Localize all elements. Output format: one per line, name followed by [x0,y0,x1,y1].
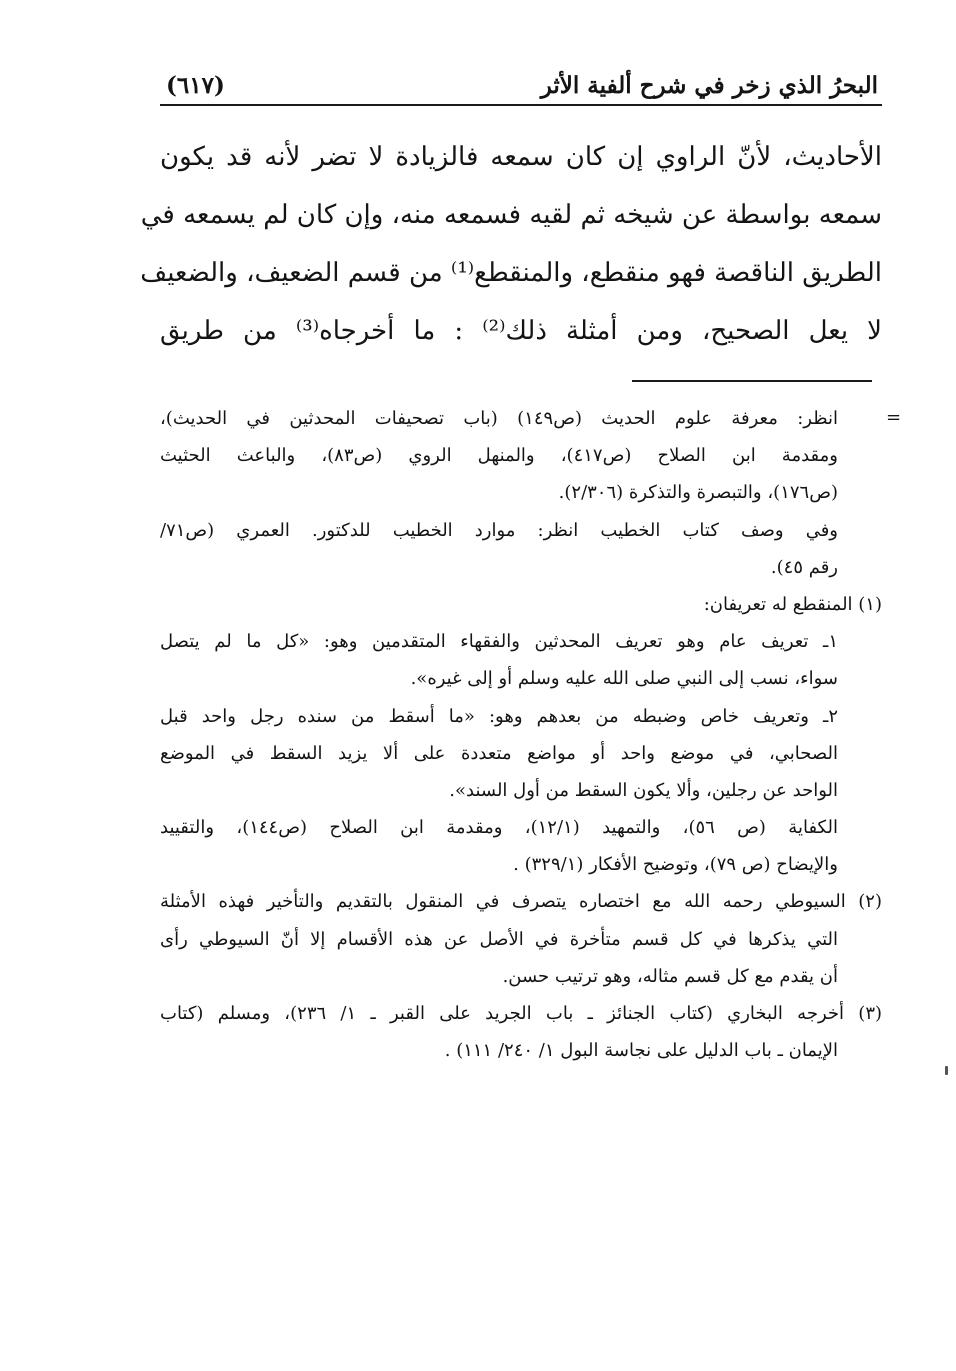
footnote-continuation-mark: = [886,407,902,428]
footnote-line: انظر: معرفة علوم الحديث (ص١٤٩) (باب تصحيفات المحدثين في الحديث)، [160,408,838,429]
main-text [140,128,883,360]
scan-speck [945,1066,948,1075]
footnote-separator [632,380,872,382]
footnote-line: سواء، نسب إلى النبي صلى الله عليه وسلم أو إلى غيره». [410,668,838,690]
body-line: الأحاديث، لأنّ الراوي إن كان سمعه فالزيادة لا تضر لأنه قد يكون [160,142,882,172]
footnote-line: ومقدمة ابن الصلاح (ص٤١٧)، والمنهل الروي (ص٨٣)، والباعث الحثيث [160,445,838,467]
footnote-line: الكفاية (ص ٥٦)، والتمهيد (١٢/١)، ومقدمة ابن الصلاح (ص١٤٤)، والتقييد [160,817,838,839]
footnote-line: التي يذكرها في كل قسم متأخرة في الأصل عن هذه الأقسام إلا أنّ السيوطي رأى [160,928,838,950]
footnote-line: (٢) السيوطي رحمه الله مع اختصاره يتصرف في المنقول بالتقديم والتأخير فهذه الأمثلة [160,891,882,913]
footnote-line: الواحد عن رجلين، وألا يكون السقط من أول السند». [449,779,838,801]
footnote-line: (٣) أخرجه البخاري (كتاب الجنائز ـ باب الجريد على القبر ـ ١/ ٢٣٦)، ومسلم (كتاب [160,1003,883,1024]
footnote-line: ٢ـ وتعريف خاص وضبطه من بعدهم وهو: «ما أسقط من سنده رجل واحد قبل [160,705,838,727]
page-number: (٦١٧) [166,72,225,99]
footnotes [160,400,882,1069]
footnote-line: رقم ٤٥). [770,556,838,578]
body-line: سمعه بواسطة عن شيخه ثم لقيه فسمعه منه، وإن كان لم يسمعه في [140,200,882,230]
footnote-line: الإيمان ـ باب الدليل على نجاسة البول ١/ ٢٤٠/ ١١١) . [444,1040,838,1062]
header-rule [160,104,882,106]
footnote-line: والإيضاح (ص ٧٩)، وتوضيح الأفكار (٣٢٩/١) . [513,854,838,876]
footnote-line: (ص١٧٦)، والتبصرة والتذكرة (٢/٣٠٦). [558,482,838,504]
footnote-line: (١) المنقطع له تعريفان: [703,593,882,615]
footnote-line: ١ـ تعريف عام وهو تعريف المحدثين والفقهاء المتقدمين وهو: «كل ما لم يتصل [160,631,838,653]
footnote-line: الصحابي، في موضع واحد أو مواضع متعددة على ألا يزيد السقط في الموضع [160,742,838,764]
footnote-line: وفي وصف كتاب الخطيب انظر: موارد الخطيب للدكتور. العمري (ص٧١/ [160,519,838,541]
running-title: البحرُ الذي زخر في شرح ألفية الأثر [540,72,878,99]
body-line: لا يعل الصحيح، ومن أمثلة ذلك⁽²⁾ : ما أخرجاه⁽³⁾ من طريق [160,316,883,346]
body-line: الطريق الناقصة فهو منقطع، والمنقطع⁽¹⁾ من قسم الضعيف، والضعيف [140,258,882,288]
footnote-line: أن يقدم مع كل قسم مثاله، وهو ترتيب حسن. [502,965,838,987]
